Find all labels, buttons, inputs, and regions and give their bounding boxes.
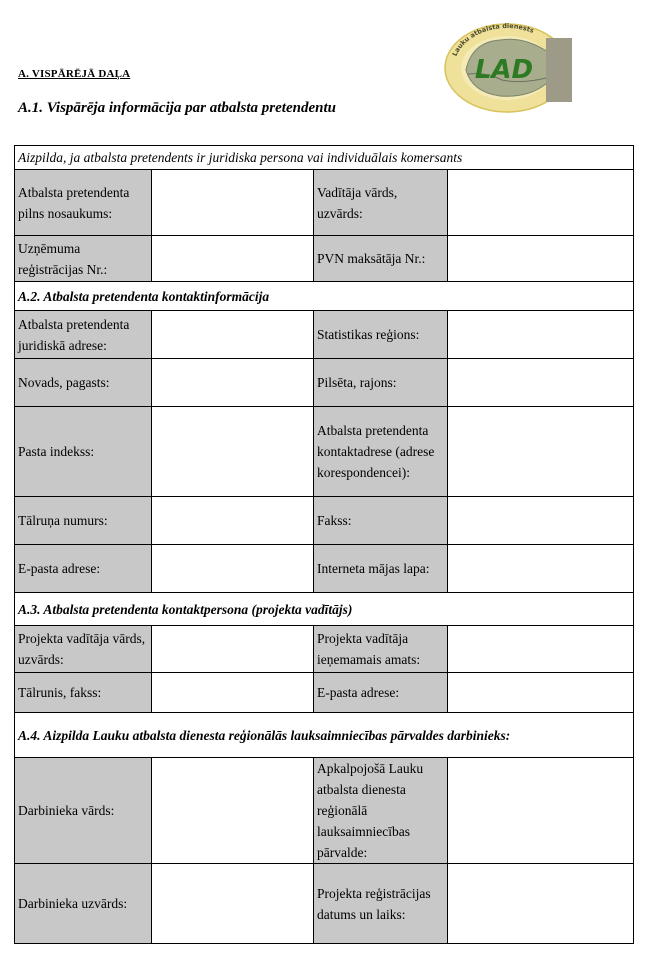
field-contact-email[interactable] <box>448 673 634 713</box>
label-vat-no: PVN maksātāja Nr.: <box>314 236 448 282</box>
table-row <box>15 170 634 236</box>
table-row <box>15 497 634 545</box>
field-email-address[interactable] <box>152 545 314 593</box>
field-fax[interactable] <box>448 497 634 545</box>
label-postal-code: Pasta indekss: <box>15 407 152 497</box>
field-project-manager-name[interactable] <box>152 626 314 673</box>
label-manager-name: Vadītāja vārds, uzvārds: <box>314 170 448 236</box>
field-regional-office[interactable] <box>448 758 634 864</box>
label-legal-address: Atbalsta pretendenta juridiskā adrese: <box>15 311 152 359</box>
label-employee-last-name: Darbinieka uzvārds: <box>15 864 152 944</box>
label-registration-datetime: Projekta reģistrācijas datums un laiks: <box>314 864 448 944</box>
label-statistical-region: Statistikas reģions: <box>314 311 448 359</box>
table-row <box>15 359 634 407</box>
label-project-manager-position: Projekta vadītāja ieņemamais amats: <box>314 626 448 673</box>
label-regional-office: Apkalpojošā Lauku atbalsta dienesta reģionālā lauksaimniecības pārvalde: <box>314 758 448 864</box>
field-postal-code[interactable] <box>152 407 314 497</box>
label-company-reg-no: Uzņēmuma reģistrācijas Nr.: <box>15 236 152 282</box>
field-phone-fax[interactable] <box>152 673 314 713</box>
label-city-district: Pilsēta, rajons: <box>314 359 448 407</box>
field-vat-no[interactable] <box>448 236 634 282</box>
label-email-address: E-pasta adrese: <box>15 545 152 593</box>
field-applicant-full-name[interactable] <box>152 170 314 236</box>
lad-logo <box>442 22 572 114</box>
label-applicant-full-name: Atbalsta pretendenta pilns nosaukums: <box>15 170 152 236</box>
table-row <box>15 758 634 864</box>
field-company-reg-no[interactable] <box>152 236 314 282</box>
section-a2-title: A.2. Atbalsta pretendenta kontaktinformācija <box>15 282 634 311</box>
field-legal-address[interactable] <box>152 311 314 359</box>
table-row <box>15 407 634 497</box>
label-contact-address: Atbalsta pretendenta kontaktadrese (adrese korespondencei): <box>314 407 448 497</box>
field-manager-name[interactable] <box>448 170 634 236</box>
label-municipality-parish: Novads, pagasts: <box>15 359 152 407</box>
field-registration-datetime[interactable] <box>448 864 634 944</box>
table-row <box>15 673 634 713</box>
field-project-manager-position[interactable] <box>448 626 634 673</box>
label-fax: Fakss: <box>314 497 448 545</box>
logo-text: LAD <box>474 55 534 85</box>
field-phone-number[interactable] <box>152 497 314 545</box>
field-city-district[interactable] <box>448 359 634 407</box>
field-employee-last-name[interactable] <box>152 864 314 944</box>
table-row <box>15 545 634 593</box>
applicant-form-table <box>14 145 634 944</box>
label-employee-first-name: Darbinieka vārds: <box>15 758 152 864</box>
table-row <box>15 236 634 282</box>
table-row <box>15 626 634 673</box>
table-row <box>15 864 634 944</box>
field-municipality-parish[interactable] <box>152 359 314 407</box>
label-phone-fax: Tālrunis, fakss: <box>15 673 152 713</box>
section-a3-title: A.3. Atbalsta pretendenta kontaktpersona (projekta vadītājs) <box>15 593 634 626</box>
section-a1-title: A.1. Vispārēja informācija par atbalsta pretendentu <box>18 100 336 116</box>
part-title: A. VISPĀRĒJĀ DAĻA <box>18 68 131 80</box>
section-a4-title: A.4. Aizpilda Lauku atbalsta dienesta reģionālās lauksaimniecības pārvaldes darbinieks: <box>15 713 634 758</box>
label-contact-email: E-pasta adrese: <box>314 673 448 713</box>
label-phone-number: Tālruņa numurs: <box>15 497 152 545</box>
form-intro: Aizpilda, ja atbalsta pretendents ir juridiska persona vai individuālais komersants <box>15 146 634 170</box>
label-website: Interneta mājas lapa: <box>314 545 448 593</box>
label-project-manager-name: Projekta vadītāja vārds, uzvārds: <box>15 626 152 673</box>
field-employee-first-name[interactable] <box>152 758 314 864</box>
field-contact-address[interactable] <box>448 407 634 497</box>
field-website[interactable] <box>448 545 634 593</box>
table-row <box>15 311 634 359</box>
logo-ring-text: Lauku atbalsta dienests <box>450 22 536 58</box>
field-statistical-region[interactable] <box>448 311 634 359</box>
